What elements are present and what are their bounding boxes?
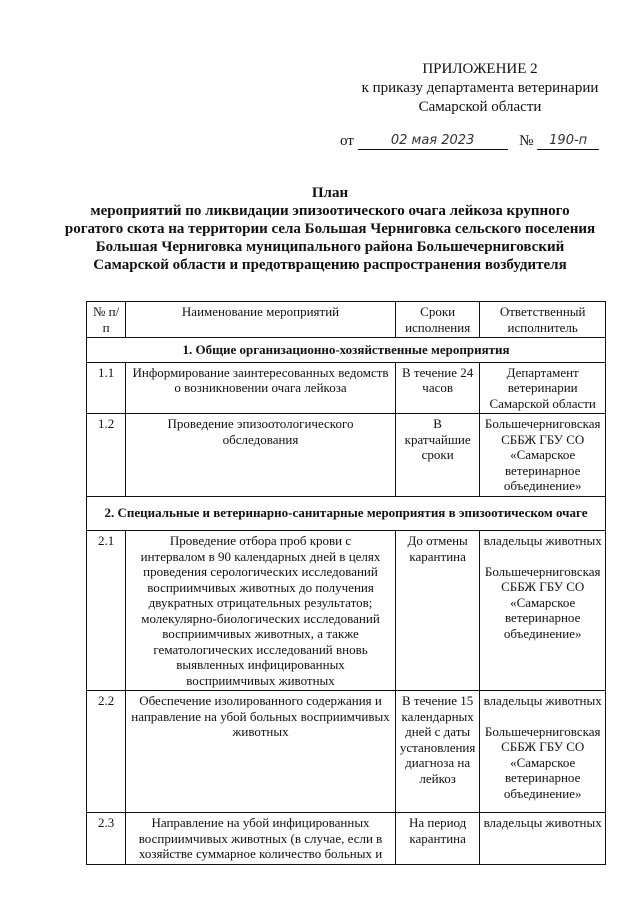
row-num: 2.1 xyxy=(87,531,126,691)
row-num: 1.2 xyxy=(87,414,126,497)
order-date: 02 мая 2023 xyxy=(390,133,475,148)
row-term: На период карантина xyxy=(395,813,479,865)
row-responsible: Большечерниговская СББЖ ГБУ СО «Самарское ветеринарное объединение» xyxy=(480,414,606,497)
section-row-1 xyxy=(87,338,606,363)
table-row xyxy=(87,691,606,813)
responsible-station: Большечерниговская СББЖ ГБУ СО «Самарское ветеринарное объединение» xyxy=(484,723,601,801)
order-from-label: от xyxy=(340,133,354,149)
row-name: Проведение эпизоотологического обследования xyxy=(126,414,396,497)
responsible-station: Большечерниговская СББЖ ГБУ СО «Самарское ветеринарное объединение» xyxy=(484,563,601,641)
order-number-label: № xyxy=(519,133,534,149)
row-term: В течение 15 календарных дней с даты установления диагноза на лейкоз xyxy=(395,691,479,813)
section-row-2 xyxy=(87,496,606,531)
row-responsible: Департамент ветеринарии Самарской области xyxy=(480,362,606,414)
appendix-title: ПРИЛОЖЕНИЕ 2 xyxy=(422,61,538,77)
row-responsible xyxy=(480,691,606,813)
row-num: 2.3 xyxy=(87,813,126,865)
table-row xyxy=(87,414,606,497)
table-row xyxy=(87,531,606,691)
table-header-row xyxy=(87,302,606,338)
row-num: 2.2 xyxy=(87,691,126,813)
order-reference xyxy=(340,132,599,150)
row-name: Обеспечение изолированного содержания и направление на убой больных восприимчивых животных xyxy=(126,691,396,813)
measures-table xyxy=(86,301,606,865)
table-row xyxy=(87,362,606,414)
row-responsible: владельцы животных xyxy=(480,813,606,865)
plan-title xyxy=(60,184,600,274)
appendix-header xyxy=(330,60,630,117)
plan-subtitle: мероприятий по ликвидации эпизоотического очага лейкоза крупного рогатого скота на территории села Большая Черниговка сельского поселения Большая Черниговка муниципального района Большечерниговский Самарской области и предотвращению распространения возбудителя xyxy=(64,203,596,273)
header-term: Сроки исполнения xyxy=(395,302,479,338)
row-term: В течение 24 часов xyxy=(395,362,479,414)
row-name: Проведение отбора проб крови с интервалом в 90 календарных дней в целях проведения серологических исследований восприимчивых животных до получения двукратных отрицательных результатов; молекулярно-биологических исследований восприимчивых животных, а также гематологических исследований вновь выявленных инфицированных восприимчивых животных xyxy=(126,531,396,691)
header-num: № п/п xyxy=(87,302,126,338)
row-num: 1.1 xyxy=(87,362,126,414)
responsible-owners: владельцы животных xyxy=(483,533,602,548)
section-title: 1. Общие организационно-хозяйственные мероприятия xyxy=(87,338,606,363)
responsible-owners: владельцы животных xyxy=(483,693,602,708)
table-row xyxy=(87,813,606,865)
appendix-line-1: к приказу департамента ветеринарии xyxy=(361,80,599,96)
row-responsible xyxy=(480,531,606,691)
order-number: 190-п xyxy=(549,133,588,148)
row-name: Направление на убой инфицированных восприимчивых животных (в случае, если в хозяйстве суммарное количество больных и xyxy=(126,813,396,865)
header-responsible: Ответственный исполнитель xyxy=(480,302,606,338)
row-term: В кратчайшие сроки xyxy=(395,414,479,497)
header-name: Наименование мероприятий xyxy=(126,302,396,338)
plan-heading: План xyxy=(311,185,349,201)
row-name: Информирование заинтересованных ведомств о возникновении очага лейкоза xyxy=(126,362,396,414)
appendix-line-2: Самарской области xyxy=(418,99,542,115)
row-term: До отмены карантина xyxy=(395,531,479,691)
section-title: 2. Специальные и ветеринарно-санитарные мероприятия в эпизоотическом очаге xyxy=(87,496,606,531)
